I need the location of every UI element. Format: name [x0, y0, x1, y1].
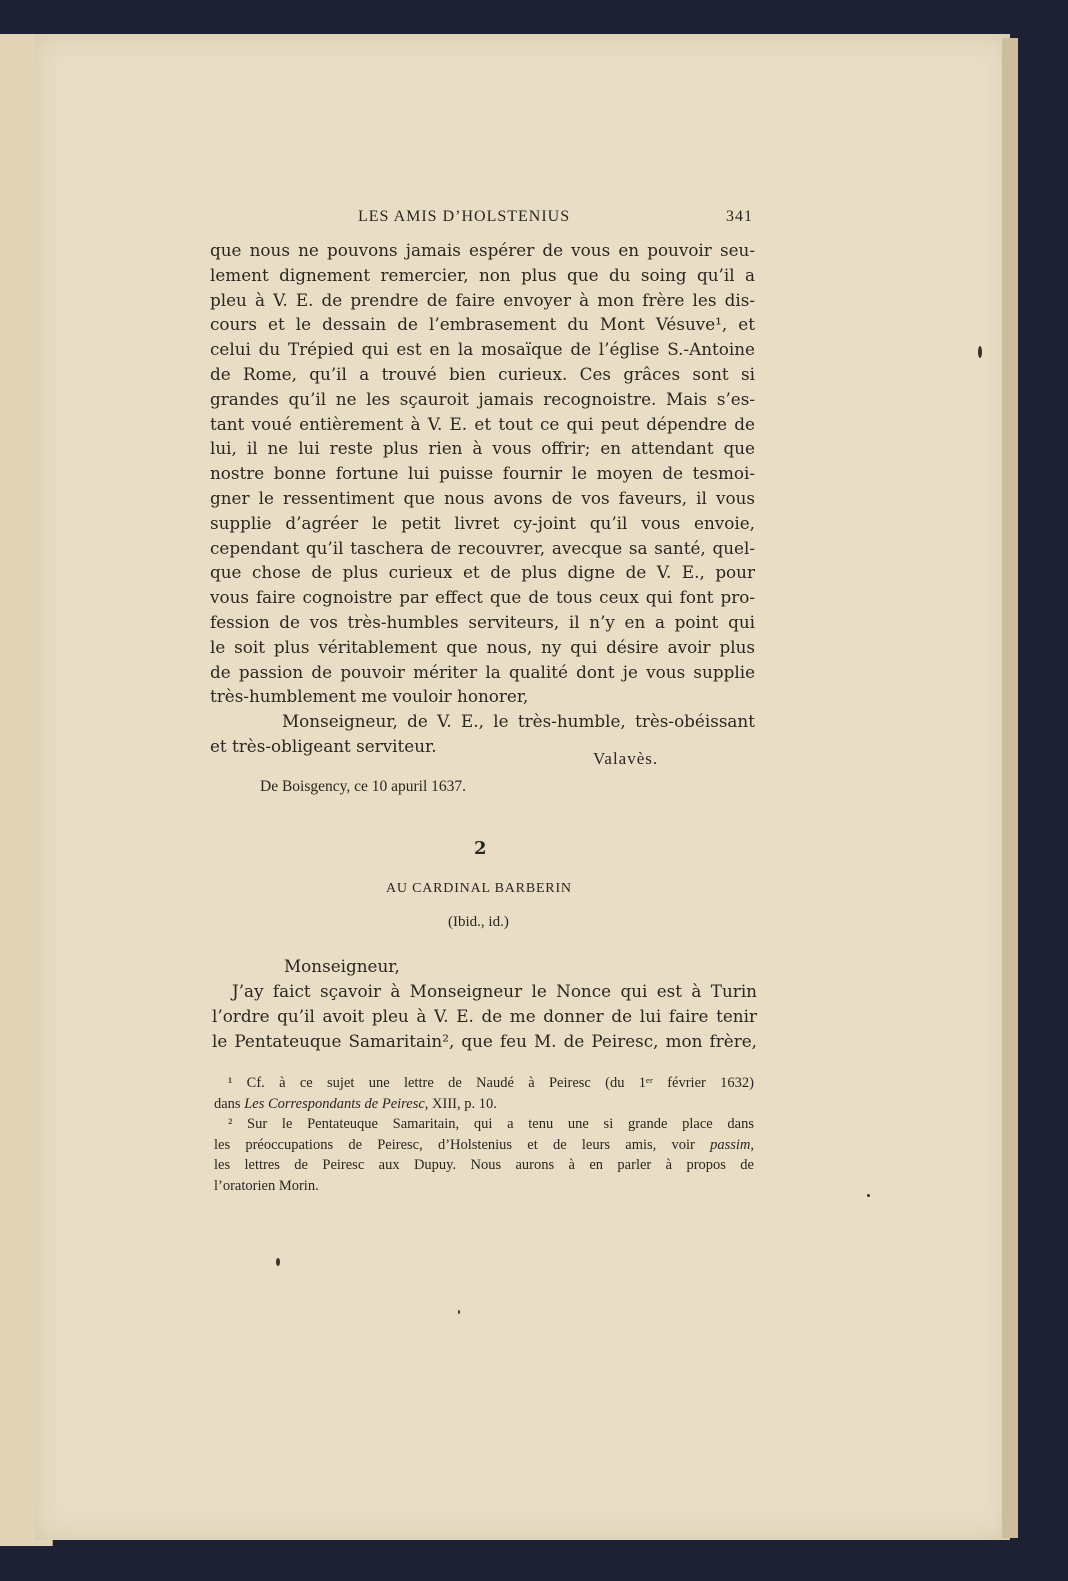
text-line: supplie d’agréer le petit livret cy-joint qu’il vous envoie, [210, 512, 755, 533]
footnote-2-line: les lettres de Peiresc aux Dupuy. Nous aurons à en parler à propos de [214, 1157, 754, 1173]
footnote-2-line [214, 1135, 754, 1156]
text-line: Monseigneur, de V. E., le très-humble, très-obéissant [282, 711, 755, 732]
text-line: J’ay faict sçavoir à Monseigneur le Nonce qui est à Turin [232, 981, 757, 1001]
text-line: le Pentateuque Samaritain², que feu M. de Peiresc, mon frère, [212, 1031, 757, 1051]
text-line: très-humblement me vouloir honorer, [210, 686, 529, 707]
text-line: gner le ressentiment que nous avons de vos faveurs, il vous [210, 487, 755, 508]
text-line: lement dignement remercier, non plus que du soing qu’il a [210, 264, 755, 285]
running-head [358, 208, 753, 228]
running-head-title: LES AMIS D’HOLSTENIUS [358, 208, 571, 225]
paper-speck [978, 346, 982, 358]
text-line: de Rome, qu’il a trouvé bien curieux. Ces grâces sont si [210, 363, 755, 384]
page-number: 341 [726, 208, 753, 225]
text-line: que chose de plus curieux et de plus digne de V. E., pour [210, 562, 755, 583]
text-line: nostre bonne fortune lui puisse fournir le moyen de tesmoi- [210, 463, 755, 484]
text-line: cours et le dessain de l’embrasement du Mont Vésuve¹, et [210, 314, 755, 335]
footnote-1-line: ¹ Cf. à ce sujet une lettre de Naudé à Peiresc (du 1ᵉʳ février 1632) [228, 1075, 754, 1091]
text-line: pleu à V. E. de prendre de faire envoyer à mon frère les dis- [210, 289, 755, 310]
text-line: que nous ne pouvons jamais espérer de vous en pouvoir seu- [210, 240, 755, 260]
letter-signature: Valavès. [593, 749, 659, 768]
footnote-text: dans [214, 1095, 245, 1112]
letter-date: De Boisgency, ce 10 apuril 1637. [260, 778, 467, 795]
footnote-2-line: ² Sur le Pentateuque Samaritain, qui a tenu une si grande place dans [228, 1116, 754, 1132]
letter-heading: AU CARDINAL BARBERIN [386, 881, 572, 896]
text-line: et très-obligeant serviteur. [210, 735, 437, 756]
footnote-2-line: l’oratorien Morin. [214, 1177, 319, 1194]
letter-number: 2 [474, 838, 487, 859]
page-edge-shadow [1002, 38, 1018, 1538]
text-line: celui du Trépied qui est en la mosaïque de l’église S.-Antoine [210, 339, 755, 360]
text-line: fession de vos très-humbles serviteurs, il n’y en a point qui [210, 611, 755, 632]
footnote-italic-title: Les Correspondants de Peiresc, [244, 1095, 429, 1112]
text-line: tant voué entièrement à V. E. et tout ce qui peut dépendre de [210, 413, 755, 434]
paper-speck [276, 1258, 280, 1266]
footnote-italic-word: passim, [710, 1136, 754, 1153]
text-line: vous faire cognoistre par effect que de tous ceux qui font pro- [210, 587, 755, 608]
paper-speck [867, 1194, 870, 1197]
text-line: le soit plus véritablement que nous, ny qui désire avoir plus [210, 636, 755, 657]
text-line: lui, il ne lui reste plus rien à vous offrir; en attendant que [210, 438, 755, 459]
footnote-1-line [214, 1094, 754, 1115]
text-line: l’ordre qu’il avoit pleu à V. E. de me donner de lui faire tenir [212, 1006, 757, 1026]
footnote-text: les préoccupations de Peiresc, d’Holstenius et de leurs amis, voir [214, 1136, 711, 1153]
salutation: Monseigneur, [284, 956, 400, 976]
text-line: cependant qu’il taschera de recouvrer, avecque sa santé, quel- [210, 537, 755, 558]
letter-2-body [212, 954, 757, 1054]
paper-speck [458, 1310, 460, 1314]
text-line: de passion de pouvoir mériter la qualité dont je vous supplie [210, 661, 755, 682]
letter-source: (Ibid., id.) [448, 914, 509, 930]
footnote-text: XIII, p. 10. [428, 1095, 497, 1112]
letter-1-body [210, 238, 755, 759]
footnotes [214, 1073, 754, 1196]
text-line: grandes qu’il ne les sçauroit jamais recognoistre. Mais s’es- [210, 388, 755, 409]
